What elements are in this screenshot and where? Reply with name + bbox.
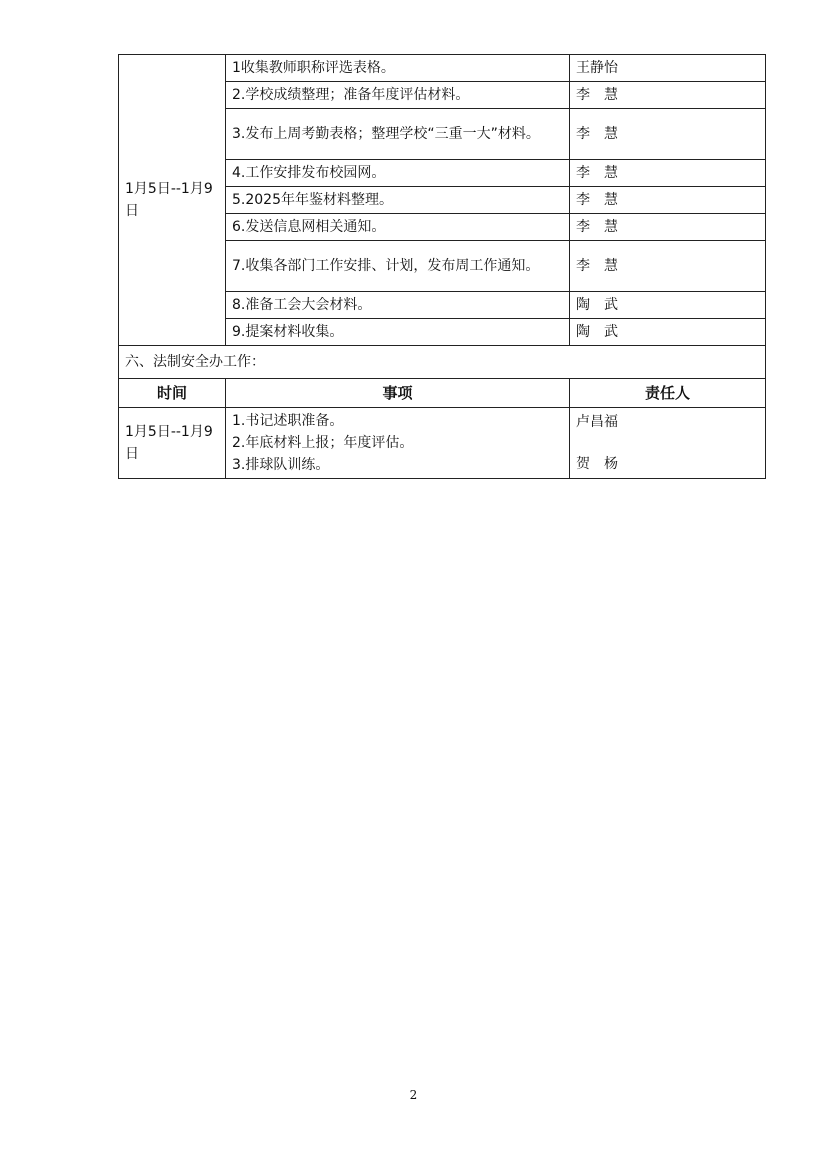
task-list-cell: [226, 408, 570, 479]
section-title: 六、法制安全办工作：: [119, 346, 766, 379]
person-line: 贺 杨: [576, 456, 618, 472]
task-line: 2.年底材料上报；年度评估。: [232, 435, 414, 451]
header-row: [119, 379, 766, 408]
person-cell: 陶 武: [570, 292, 766, 319]
task-cell: 2.学校成绩整理；准备年度评估材料。: [226, 82, 570, 109]
page-number: 2: [409, 1088, 418, 1102]
task-line: 1.书记述职准备。: [232, 413, 344, 429]
table-row: [119, 55, 766, 82]
task-cell: 9.提案材料收集。: [226, 319, 570, 346]
header-time: 时间: [119, 379, 226, 408]
task-cell: 3.发布上周考勤表格；整理学校“三重一大”材料。: [226, 109, 570, 160]
person-cell: 李 慧: [570, 160, 766, 187]
task-cell: 7.收集各部门工作安排、计划，发布周工作通知。: [226, 241, 570, 292]
schedule-table: [118, 54, 766, 479]
table-row: [119, 408, 766, 479]
task-line: 3.排球队训练。: [232, 457, 330, 473]
time-cell: 1月5日--1月9日: [119, 408, 226, 479]
header-task: 事项: [226, 379, 570, 408]
person-cell: 李 慧: [570, 214, 766, 241]
person-line: 卢昌福: [576, 414, 618, 430]
person-cell: 李 慧: [570, 187, 766, 214]
person-cell: 李 慧: [570, 109, 766, 160]
task-cell: 8.准备工会大会材料。: [226, 292, 570, 319]
task-cell: 1收集教师职称评选表格。: [226, 55, 570, 82]
person-cell: 李 慧: [570, 82, 766, 109]
person-cell: 陶 武: [570, 319, 766, 346]
section-title-row: [119, 346, 766, 379]
task-cell: 5.2025年年鉴材料整理。: [226, 187, 570, 214]
task-cell: 6.发送信息网相关通知。: [226, 214, 570, 241]
person-cell: 王静怡: [570, 55, 766, 82]
time-cell: 1月5日--1月9日: [119, 55, 226, 346]
person-list-cell: [570, 408, 766, 479]
task-cell: 4.工作安排发布校园网。: [226, 160, 570, 187]
person-cell: 李 慧: [570, 241, 766, 292]
header-person: 责任人: [570, 379, 766, 408]
